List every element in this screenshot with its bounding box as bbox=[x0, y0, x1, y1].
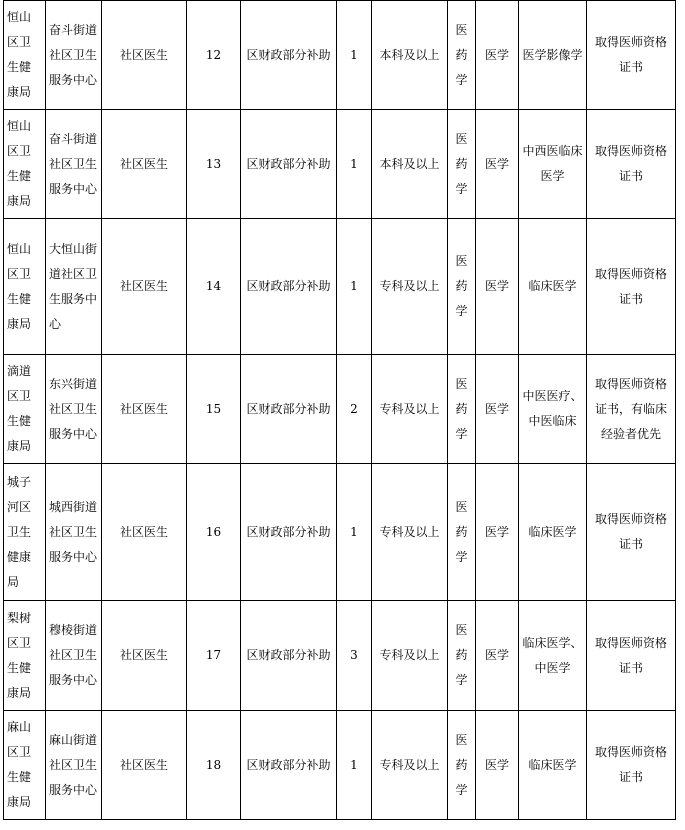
table-row bbox=[4, 219, 676, 355]
headcount-cell: 1 bbox=[337, 219, 372, 355]
position-code-cell: 14 bbox=[187, 219, 241, 355]
headcount-cell: 3 bbox=[337, 601, 372, 711]
requirement-cell: 取得医师资格证书 bbox=[587, 464, 676, 601]
department-cell: 滴道区卫生健康局 bbox=[4, 355, 46, 464]
requirement-cell: 取得医师资格证书 bbox=[587, 1, 676, 110]
education-cell: 专科及以上 bbox=[372, 219, 448, 355]
major-cell: 临床医学 bbox=[519, 711, 587, 820]
headcount-cell: 2 bbox=[337, 355, 372, 464]
funding-cell: 区财政部分补助 bbox=[241, 1, 337, 110]
department-cell: 城子河区卫生健康局 bbox=[4, 464, 46, 601]
table-row bbox=[4, 110, 676, 219]
recruitment-table bbox=[3, 0, 676, 820]
table-row bbox=[4, 355, 676, 464]
major-cell: 临床医学、中医学 bbox=[519, 601, 587, 711]
discipline-cell: 医学 bbox=[476, 355, 519, 464]
department-cell: 麻山区卫生健康局 bbox=[4, 711, 46, 820]
department-cell: 恒山区卫生健康局 bbox=[4, 1, 46, 110]
headcount-cell: 1 bbox=[337, 464, 372, 601]
requirement-cell: 取得医师资格证书，有临床经验者优先 bbox=[587, 355, 676, 464]
education-cell: 专科及以上 bbox=[372, 711, 448, 820]
funding-cell: 区财政部分补助 bbox=[241, 219, 337, 355]
headcount-cell: 1 bbox=[337, 110, 372, 219]
position-cell: 社区医生 bbox=[102, 601, 187, 711]
requirement-cell: 取得医师资格证书 bbox=[587, 110, 676, 219]
department-cell: 梨树区卫生健康局 bbox=[4, 601, 46, 711]
category-cell: 医药学 bbox=[448, 1, 476, 110]
table-row bbox=[4, 711, 676, 820]
major-cell: 医学影像学 bbox=[519, 1, 587, 110]
education-cell: 专科及以上 bbox=[372, 355, 448, 464]
education-cell: 本科及以上 bbox=[372, 1, 448, 110]
position-code-cell: 13 bbox=[187, 110, 241, 219]
position-code-cell: 17 bbox=[187, 601, 241, 711]
position-cell: 社区医生 bbox=[102, 355, 187, 464]
table-row bbox=[4, 601, 676, 711]
discipline-cell: 医学 bbox=[476, 711, 519, 820]
table-row bbox=[4, 464, 676, 601]
unit-cell: 东兴街道社区卫生服务中心 bbox=[46, 355, 102, 464]
requirement-cell: 取得医师资格证书 bbox=[587, 711, 676, 820]
unit-cell: 穆棱街道社区卫生服务中心 bbox=[46, 601, 102, 711]
requirement-cell: 取得医师资格证书 bbox=[587, 601, 676, 711]
funding-cell: 区财政部分补助 bbox=[241, 601, 337, 711]
position-code-cell: 18 bbox=[187, 711, 241, 820]
funding-cell: 区财政部分补助 bbox=[241, 110, 337, 219]
discipline-cell: 医学 bbox=[476, 1, 519, 110]
unit-cell: 城西街道社区卫生服务中心 bbox=[46, 464, 102, 601]
unit-cell: 大恒山街道社区卫生服务中心 bbox=[46, 219, 102, 355]
position-cell: 社区医生 bbox=[102, 711, 187, 820]
discipline-cell: 医学 bbox=[476, 219, 519, 355]
education-cell: 本科及以上 bbox=[372, 110, 448, 219]
discipline-cell: 医学 bbox=[476, 601, 519, 711]
department-cell: 恒山区卫生健康局 bbox=[4, 219, 46, 355]
major-cell: 临床医学 bbox=[519, 464, 587, 601]
position-cell: 社区医生 bbox=[102, 464, 187, 601]
headcount-cell: 1 bbox=[337, 711, 372, 820]
unit-cell: 麻山街道社区卫生服务中心 bbox=[46, 711, 102, 820]
category-cell: 医药学 bbox=[448, 601, 476, 711]
position-code-cell: 12 bbox=[187, 1, 241, 110]
major-cell: 中医医疗、中医临床 bbox=[519, 355, 587, 464]
funding-cell: 区财政部分补助 bbox=[241, 711, 337, 820]
major-cell: 临床医学 bbox=[519, 219, 587, 355]
position-code-cell: 15 bbox=[187, 355, 241, 464]
position-code-cell: 16 bbox=[187, 464, 241, 601]
category-cell: 医药学 bbox=[448, 711, 476, 820]
table-body bbox=[4, 1, 676, 820]
funding-cell: 区财政部分补助 bbox=[241, 355, 337, 464]
discipline-cell: 医学 bbox=[476, 464, 519, 601]
position-cell: 社区医生 bbox=[102, 219, 187, 355]
position-cell: 社区医生 bbox=[102, 1, 187, 110]
education-cell: 专科及以上 bbox=[372, 464, 448, 601]
department-cell: 恒山区卫生健康局 bbox=[4, 110, 46, 219]
education-cell: 专科及以上 bbox=[372, 601, 448, 711]
major-cell: 中西医临床医学 bbox=[519, 110, 587, 219]
category-cell: 医药学 bbox=[448, 464, 476, 601]
table-row bbox=[4, 1, 676, 110]
category-cell: 医药学 bbox=[448, 355, 476, 464]
headcount-cell: 1 bbox=[337, 1, 372, 110]
unit-cell: 奋斗街道社区卫生服务中心 bbox=[46, 110, 102, 219]
requirement-cell: 取得医师资格证书 bbox=[587, 219, 676, 355]
category-cell: 医药学 bbox=[448, 110, 476, 219]
funding-cell: 区财政部分补助 bbox=[241, 464, 337, 601]
position-cell: 社区医生 bbox=[102, 110, 187, 219]
category-cell: 医药学 bbox=[448, 219, 476, 355]
discipline-cell: 医学 bbox=[476, 110, 519, 219]
unit-cell: 奋斗街道社区卫生服务中心 bbox=[46, 1, 102, 110]
